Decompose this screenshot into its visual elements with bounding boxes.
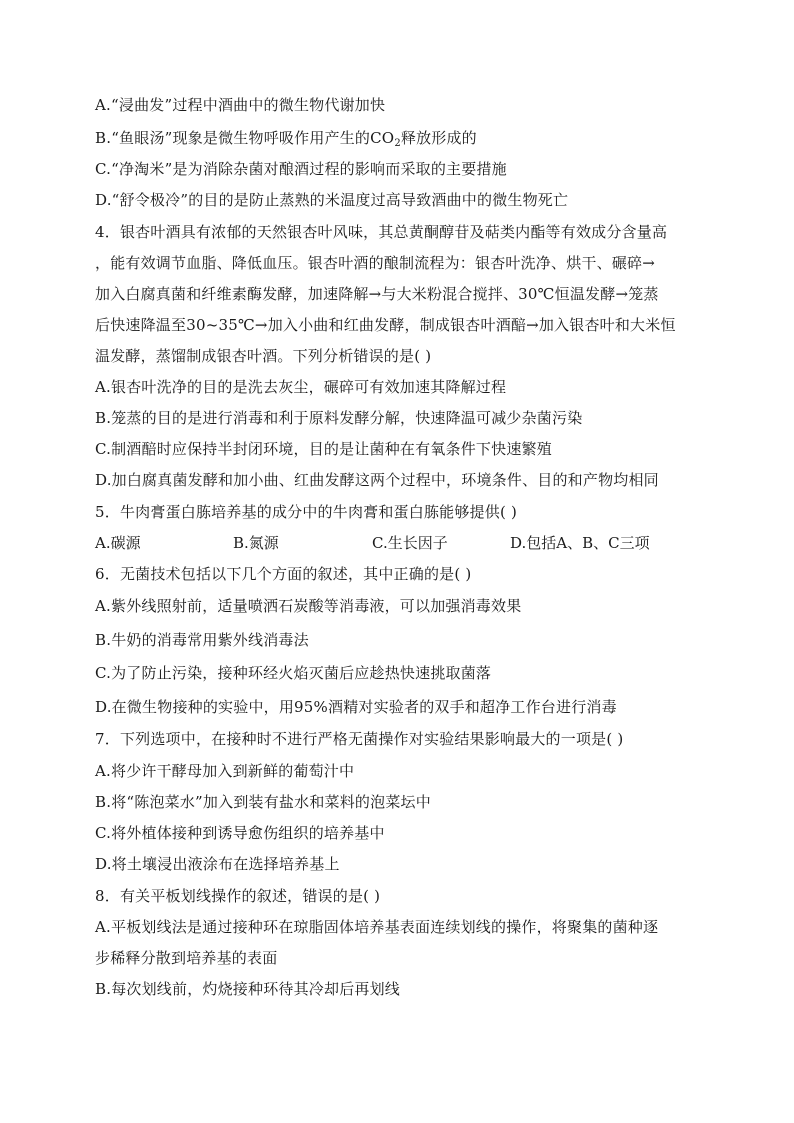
- q4-stem-line-2: ，能有效调节血脂、降低血压。银杏叶酒的酿制流程为：银杏叶洗净、烘干、碾碎→: [95, 254, 655, 272]
- q4-option-d: D.加白腐真菌发酵和加小曲、红曲发酵这两个过程中，环境条件、目的和产物均相同: [95, 471, 659, 489]
- q3-option-b-text: B.“鱼眼汤”现象是微生物呼吸作用产生的CO: [95, 129, 395, 147]
- q3-option-c: C.“净淘米”是为消除杂菌对酿酒过程的影响而采取的主要措施: [95, 160, 507, 178]
- q6-option-c: C.为了防止污染，接种环经火焰灭菌后应趁热快速挑取菌落: [95, 664, 492, 682]
- q4-stem-line-3: 加入白腐真菌和纤维素酶发酵，加速降解→与大米粉混合搅拌、30℃恒温发酵→笼蒸: [95, 285, 659, 303]
- q3-option-b-subscript: 2: [394, 138, 401, 149]
- q6-option-d: D.在微生物接种的实验中，用95%酒精对实验者的双手和超净工作台进行消毒: [95, 698, 617, 716]
- q4-stem-line-5: 温发酵，蒸馏制成银杏叶酒。下列分析错误的是( ): [95, 347, 432, 365]
- q5-stem: 5．牛肉膏蛋白胨培养基的成分中的牛肉膏和蛋白胨能够提供( ): [95, 503, 518, 521]
- q3-option-d: D.“舒令极冷”的目的是防止蒸熟的米温度过高导致酒曲中的微生物死亡: [95, 191, 569, 209]
- q7-option-a: A.将少许干酵母加入到新鲜的葡萄汁中: [95, 762, 355, 780]
- q4-option-c: C.制酒醅时应保持半封闭环境，目的是让菌种在有氧条件下快速繁殖: [95, 440, 552, 458]
- q5-option-a: A.碳源: [95, 534, 141, 552]
- q8-option-b: B.每次划线前，灼烧接种环待其冷却后再划线: [95, 980, 400, 998]
- q7-option-d: D.将土壤浸出液涂布在选择培养基上: [95, 855, 340, 873]
- q4-stem-line-1: 4．银杏叶酒具有浓郁的天然银杏叶风味，其总黄酮醇苷及萜类内酯等有效成分含量高: [95, 223, 668, 241]
- q3-option-b: [95, 128, 477, 148]
- q5-option-d: D.包括A、B、C三项: [510, 534, 650, 552]
- q4-option-a: A.银杏叶洗净的目的是洗去灰尘，碾碎可有效加速其降解过程: [95, 378, 507, 396]
- q6-option-b: B.牛奶的消毒常用紫外线消毒法: [95, 631, 309, 649]
- q6-option-a: A.紫外线照射前，适量喷洒石炭酸等消毒液，可以加强消毒效果: [95, 597, 522, 615]
- q3-option-b-tail: 释放形成的: [400, 129, 477, 147]
- q8-stem: 8．有关平板划线操作的叙述，错误的是( ): [95, 887, 381, 905]
- q7-stem: 7．下列选项中，在接种时不进行严格无菌操作对实验结果影响最大的一项是( ): [95, 730, 624, 748]
- q5-option-c: C.生长因子: [372, 534, 448, 552]
- q7-option-c: C.将外植体接种到诱导愈伤组织的培养基中: [95, 824, 385, 842]
- q8-option-a-line-1: A.平板划线法是通过接种环在琼脂固体培养基表面连续划线的操作，将聚集的菌种逐: [95, 918, 659, 936]
- q7-option-b: B.将“陈泡菜水”加入到装有盐水和菜料的泡菜坛中: [95, 793, 431, 811]
- q4-option-b: B.笼蒸的目的是进行消毒和利于原料发酵分解，快速降温可减少杂菌污染: [95, 409, 583, 427]
- q8-option-a-line-2: 步稀释分散到培养基的表面: [95, 949, 278, 967]
- q3-option-a: A.“浸曲发”过程中酒曲中的微生物代谢加快: [95, 96, 386, 114]
- q5-option-b: B.氮源: [233, 534, 279, 552]
- q4-stem-line-4: 后快速降温至30~35℃→加入小曲和红曲发酵，制成银杏叶酒醅→加入银杏叶和大米恒: [95, 316, 676, 334]
- q6-stem: 6．无菌技术包括以下几个方面的叙述，其中正确的是( ): [95, 565, 472, 583]
